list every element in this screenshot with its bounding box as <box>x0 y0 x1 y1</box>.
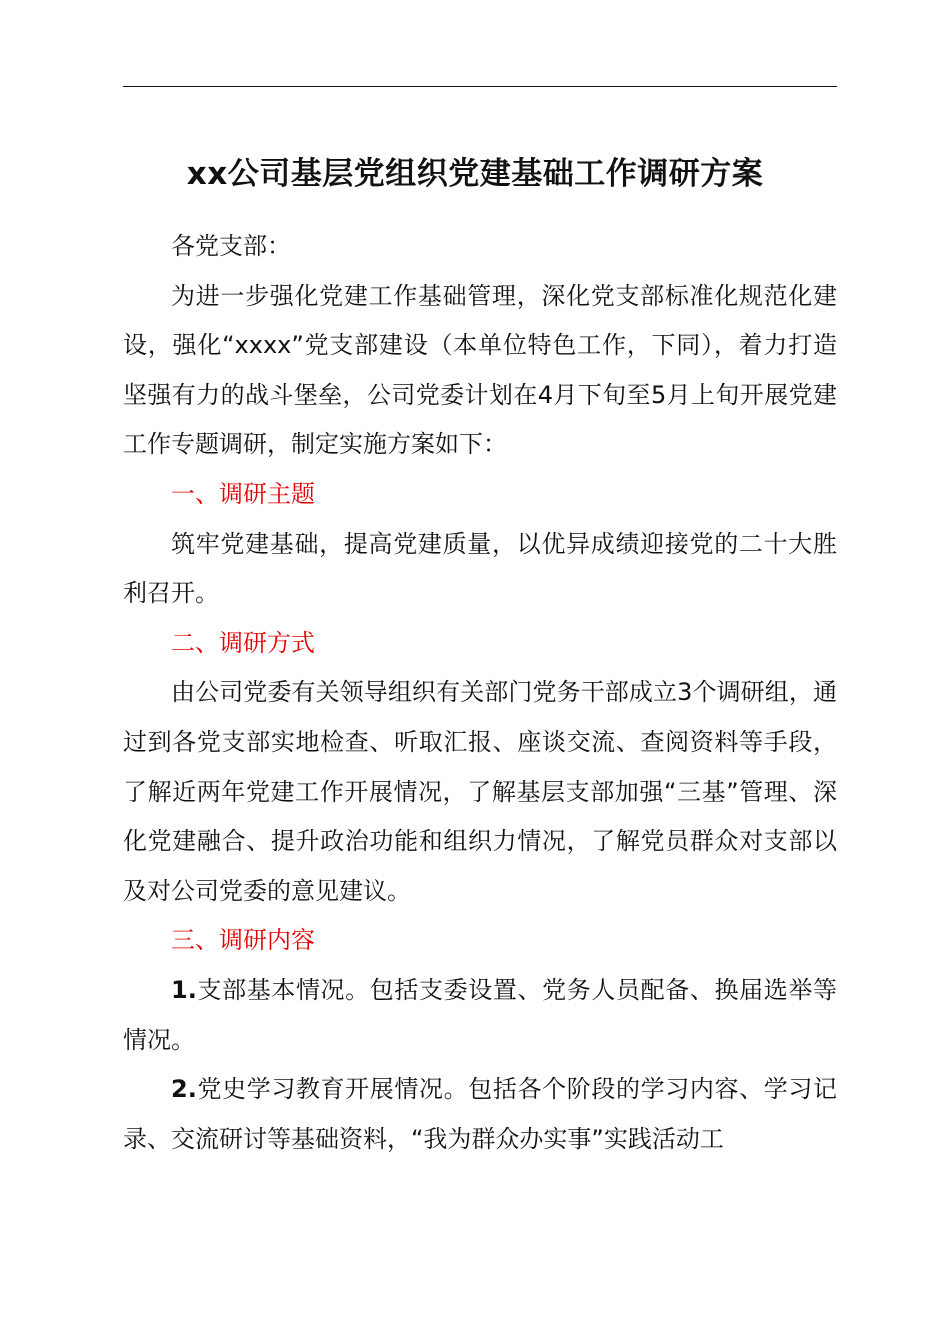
content-item-number: 2. <box>171 1075 197 1104</box>
document-title: xx公司基层党组织党建基础工作调研方案 <box>186 156 764 192</box>
content-item <box>123 1065 837 1164</box>
section-heading-content: 三、调研内容 <box>171 926 315 955</box>
content-item-text: 支部基本情况。包括支委设置、党务人员配备、换届选举等情况。 <box>123 975 837 1054</box>
section-heading-theme: 一、调研主题 <box>171 479 315 508</box>
content-item-text: 党史学习教育开展情况。包括各个阶段的学习内容、学习记录、交流研讨等基础资料，“我为群众办实事”实践活动工 <box>123 1075 837 1153</box>
salutation: 各党支部： <box>171 232 291 260</box>
content-item-number: 1. <box>171 975 197 1004</box>
content-item <box>123 966 837 1065</box>
document-body <box>123 222 837 1164</box>
section-body-theme: 筑牢党建基础，提高党建质量，以优异成绩迎接党的二十大胜利召开。 <box>123 529 837 608</box>
header-rule <box>123 86 837 87</box>
section-heading-method: 二、调研方式 <box>171 628 315 657</box>
section-body-method: 由公司党委有关领导组织有关部门党务干部成立3个调研组，通过到各党支部实地检查、听取汇报、座谈交流、查阅资料等手段，了解近两年党建工作开展情况，了解基层支部加强“三基”管理、深化党建融合、提升政治功能和组织力情况，了解党员群众对支部以及对公司党委的意见建议。 <box>123 678 837 905</box>
intro-paragraph: 为进一步强化党建工作基础管理，深化党支部标准化规范化建设，强化“xxxx”党支部建设（本单位特色工作，下同），着力打造坚强有力的战斗堡垒，公司党委计划在4月下旬至5月上旬开展党建工作专题调研，制定实施方案如下： <box>123 281 837 459</box>
